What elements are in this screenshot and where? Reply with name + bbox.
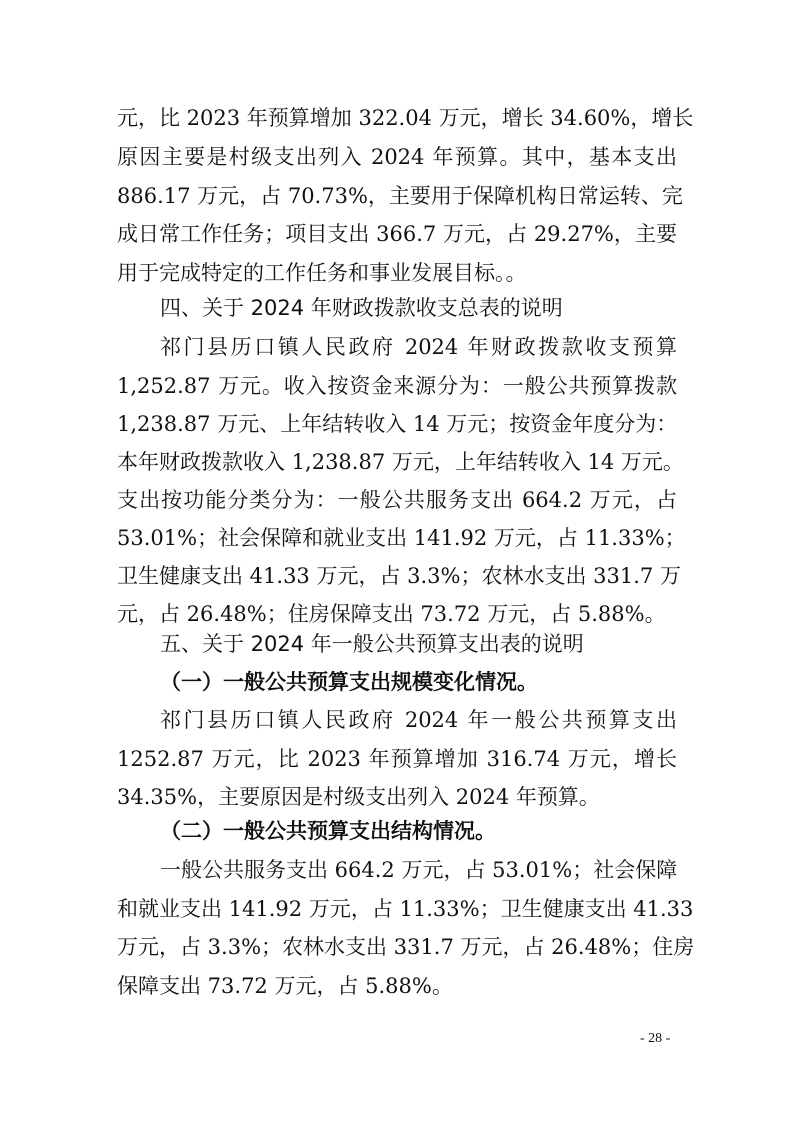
paragraph-line: 本年财政拨款收入 1,238.87 万元，上年结转收入 14 万元。 <box>117 450 684 474</box>
paragraph-line: 34.35%，主要原因是村级支出列入 2024 年预算。 <box>117 785 600 809</box>
paragraph-line: 用于完成特定的工作任务和事业发展目标。。 <box>117 261 527 285</box>
paragraph-line: 53.01%；社会保障和就业支出 141.92 万元，占 11.33%； <box>117 526 686 550</box>
subsection-heading: （一）一般公共预算支出规模变化情况。 <box>160 670 538 694</box>
paragraph-line: 保障支出 73.72 万元，占 5.88%。 <box>117 974 453 998</box>
paragraph-line: 祁门县历口镇人民政府 2024 年财政拨款收支预算 <box>160 335 677 359</box>
paragraph-line: 和就业支出 141.92 万元，占 11.33%；卫生健康支出 41.33 <box>117 897 694 921</box>
paragraph-line: 卫生健康支出 41.33 万元，占 3.3%；农林水支出 331.7 万 <box>117 564 681 588</box>
subsection-heading: （二）一般公共预算支出结构情况。 <box>160 819 496 843</box>
paragraph-line: 1252.87 万元，比 2023 年预算增加 316.74 万元，增长 <box>117 747 677 771</box>
paragraph-line: 1,252.87 万元。收入按资金来源分为：一般公共预算拨款 <box>117 374 677 398</box>
page-number: - 28 - <box>640 1031 671 1046</box>
section-heading: 四、关于 2024 年财政拨款收支总表的说明 <box>160 296 563 320</box>
paragraph-line: 成日常工作任务；项目支出 366.7 万元，占 29.27%，主要 <box>117 222 677 246</box>
paragraph-line: 祁门县历口镇人民政府 2024 年一般公共预算支出 <box>160 708 677 732</box>
paragraph-line: 万元，占 3.3%；农林水支出 331.7 万元，占 26.48%；住房 <box>117 935 695 959</box>
paragraph-line: 886.17 万元，占 70.73%，主要用于保障机构日常运转、完 <box>117 184 683 208</box>
paragraph-line: 1,238.87 万元、上年结转收入 14 万元；按资金年度分为： <box>117 412 678 436</box>
paragraph-line: 元，占 26.48%；住房保障支出 73.72 万元，占 5.88%。 <box>117 602 666 626</box>
paragraph-line: 元，比 2023 年预算增加 322.04 万元，增长 34.60%，增长 <box>117 106 694 130</box>
paragraph-line: 支出按功能分类分为：一般公共服务支出 664.2 万元，占 <box>117 488 677 512</box>
section-heading: 五、关于 2024 年一般公共预算支出表的说明 <box>160 632 584 656</box>
paragraph-line: 原因主要是村级支出列入 2024 年预算。其中，基本支出 <box>117 145 677 169</box>
paragraph-line: 一般公共服务支出 664.2 万元，占 53.01%；社会保障 <box>160 858 678 882</box>
